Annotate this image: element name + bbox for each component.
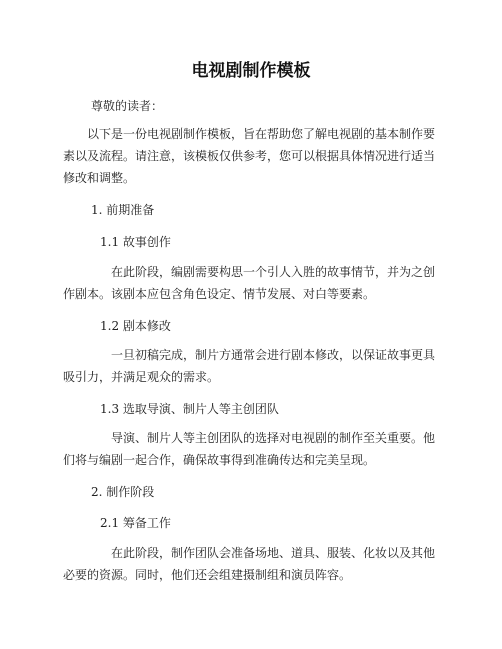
- intro-paragraph: 以下是一份电视剧制作模板，旨在帮助您了解电视剧的基本制作要素以及流程。请注意，该模板仅供参考，您可以根据具体情况进行适当修改和调整。: [63, 127, 436, 185]
- subsection-heading-1-2: 1.2 剧本修改: [100, 319, 171, 333]
- subsection-heading-2-1: 2.1 筹备工作: [100, 516, 171, 530]
- section-heading-2: 2. 制作阶段: [91, 485, 155, 499]
- subsection-heading-1-3: 1.3 选取导演、制片人等主创团队: [100, 402, 279, 416]
- section-heading-1: 1. 前期准备: [91, 203, 155, 217]
- document-title: 电视剧制作模板: [191, 61, 311, 81]
- subsection-text-1-1: 在此阶段，编剧需要构思一个引人入胜的故事情节，并为之创作剧本。该剧本应包含角色设定、情节发展、对白等要素。: [63, 265, 436, 301]
- subsection-heading-1-1: 1.1 故事创作: [100, 235, 171, 249]
- subsection-text-2-1: 在此阶段，制作团队会准备场地、道具、服装、化妆以及其他必要的资源。同时，他们还会组建摄制组和演员阵容。: [63, 546, 436, 582]
- subsection-text-1-3: 导演、制片人等主创团队的选择对电视剧的制作至关重要。他们将与编剧一起合作，确保故事得到准确传达和完美呈现。: [63, 431, 436, 467]
- greeting: 尊敬的读者：: [91, 99, 164, 113]
- subsection-text-1-2: 一旦初稿完成，制片方通常会进行剧本修改，以保证故事更具吸引力，并满足观众的需求。: [63, 348, 436, 384]
